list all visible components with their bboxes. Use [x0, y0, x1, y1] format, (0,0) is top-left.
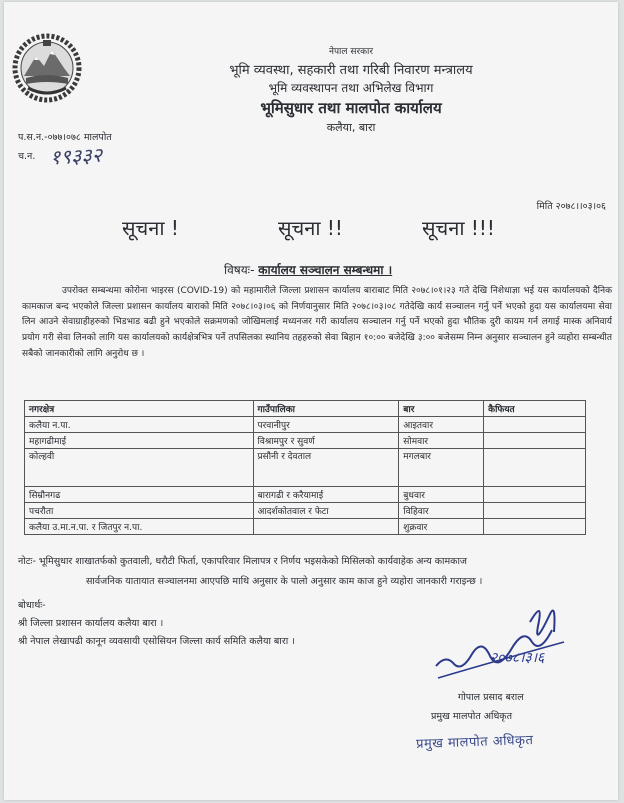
- cc-item: श्री जिल्ला प्रशासन कार्यालय कलैया बारा ।: [18, 618, 164, 629]
- notice-document: [4, 2, 618, 800]
- table-cell: कलैया न.पा.: [25, 417, 254, 433]
- table-cell: विहिवार: [399, 503, 484, 519]
- column-header: गाउँपालिका: [253, 401, 399, 417]
- table-cell: आदर्शकोतवाल र फेटा: [253, 503, 399, 519]
- table-cell: [484, 449, 586, 487]
- signatory-title: प्रमुख मालपोत अधिकृत: [431, 711, 513, 722]
- table-row: [25, 417, 586, 433]
- government-name: नेपाल सरकार: [328, 47, 374, 57]
- note-section: [18, 552, 608, 592]
- table-cell: [484, 503, 586, 519]
- body-text: उपरोक्त सम्बन्धमा कोरोना भाइरस (COVID-19) को महामारीले जिल्ला प्रशासन कार्यालय बाराबाट मिति २०७८।०१।२३ गते देखि निशेधाज्ञा भई यस कार्यालयको दैनिक कामकाज बन्द भएकोले जिल्ला प्रशासन कार्यालय बाराको मिति २०७८।०३।०६ को निर्णयानुसार मिति २०७८।०३।०८ गतेदेखि कार्य सञ्चालन गर्नु पर्ने भएको हुदा यस कार्यालयमा सेवा लिन आउने सेवाग्राहीहरुको भिडभाड बढी हुने भएकोले सक्रमणको जोखिमलाई मध्यनजर गरी कार्यालय सञ्चालन गर्नु पर्ने भएको हुदा भौतिक दुरी कायम गर्न लगाई मास्क अनिवार्य प्रयोग गरी सेवा लिनको लागि यस कार्यालयको कार्यक्षेत्रभित्र पर्ने तपसिलका स्थानिय तहहरुको सेवा बिहान १०:०० बजेदेखि ३:०० बजेसम्म निम्न अनुसार सञ्चालन हुने व्यहोरा सम्बन्धीत सबैको जानकारीको लागि अनुरोध छ ।: [22, 286, 612, 359]
- office-name: भूमिसुधार तथा मालपोत कार्यालय: [260, 99, 442, 117]
- subject-line: [224, 261, 392, 278]
- table-cell: बारागढी र करैयामाई: [253, 487, 399, 503]
- signatory-name: गोपाल प्रसाद बराल: [458, 692, 524, 703]
- column-header: बार: [399, 401, 484, 417]
- department-name: भूमि व्यवस्थापन तथा अभिलेख विभाग: [268, 81, 434, 95]
- schedule-table: [24, 400, 586, 535]
- table-cell: कलैया उ.मा.न.पा. र जितपुर न.पा.: [25, 519, 254, 535]
- signature-date: २०७८।३।६: [490, 650, 545, 666]
- official-stamp: प्रमुख मालपोत अधिकृत: [415, 732, 534, 753]
- notice-heading: सूचना !!!: [422, 216, 495, 240]
- table-cell: शुक्रवार: [399, 519, 484, 535]
- cc-item: श्री नेपाल लेखापढी कानून व्यवसायी एसोसियन जिल्ला कार्य समिति कलैया बारा ।: [18, 636, 295, 647]
- table-header-row: [25, 401, 586, 417]
- table-cell: पचरौता: [25, 503, 254, 519]
- cc-label: बोधार्थः-: [18, 600, 46, 611]
- subject-value: कार्यालय सञ्चालन सम्बन्धमा ।: [258, 263, 393, 277]
- table-cell: परवानीपुर: [253, 417, 399, 433]
- table-cell: [484, 417, 586, 433]
- table-row: [25, 433, 586, 449]
- table-cell: सिम्रौनगढ: [25, 487, 254, 503]
- signature-mark: [432, 592, 592, 692]
- table-row: [25, 449, 586, 487]
- table-cell: [484, 519, 586, 535]
- table-row: [25, 487, 586, 503]
- ministry-name: भूमि व्यवस्था, सहकारी तथा गरिबी निवारण मन्त्रालय: [229, 63, 473, 78]
- table-cell: महागढीमाई: [25, 433, 254, 449]
- table-cell: [253, 519, 399, 535]
- table-cell: आइतवार: [399, 417, 484, 433]
- column-header: कैफियत: [484, 401, 586, 417]
- table-cell: बुधवार: [399, 487, 484, 503]
- table-row: [25, 503, 586, 519]
- table-cell: [484, 433, 586, 449]
- table-cell: सोमवार: [399, 433, 484, 449]
- office-location: कलैया, बारा: [326, 121, 376, 134]
- table-cell: मगलबार: [399, 449, 484, 487]
- notice-heading: सूचना !: [122, 216, 179, 240]
- notice-heading: सूचना !!: [278, 216, 343, 240]
- table-cell: विश्रामपुर र सुवर्ण: [253, 433, 399, 449]
- reference-number: प.स.न.-०७७।०७८ मालपोत: [18, 132, 112, 143]
- note-line: सार्वजनिक यातायात सञ्चालनमा आएपछि माथि अनुसार के पालो अनुसार काम काज हुने व्यहोरा जानकारी गराइन्छ ।: [86, 576, 483, 587]
- column-header: नगरक्षेत्र: [25, 401, 254, 417]
- note-line: नोटः- भूमिसुधार शाखातर्फको कुतवाली, धरौटी फिर्ता, एकापरिवार मिलापत्र र निर्णय भइसकेको मिसिलको कार्यवाहेक अन्य कामकाज: [18, 556, 467, 567]
- subject-label: विषयः-: [224, 263, 255, 277]
- notice-headings: [4, 214, 618, 244]
- body-paragraph: [22, 284, 612, 363]
- table-row: [25, 519, 586, 535]
- table-cell: कोल्हवी: [25, 449, 254, 487]
- table-cell: [484, 487, 586, 503]
- issue-date: मिति २०७८।।०३।०६: [536, 201, 606, 212]
- table-cell: प्रसौनी र देवताल: [253, 449, 399, 487]
- dispatch-number: १९३३२: [49, 142, 103, 170]
- dispatch-label: च.न.: [18, 151, 36, 162]
